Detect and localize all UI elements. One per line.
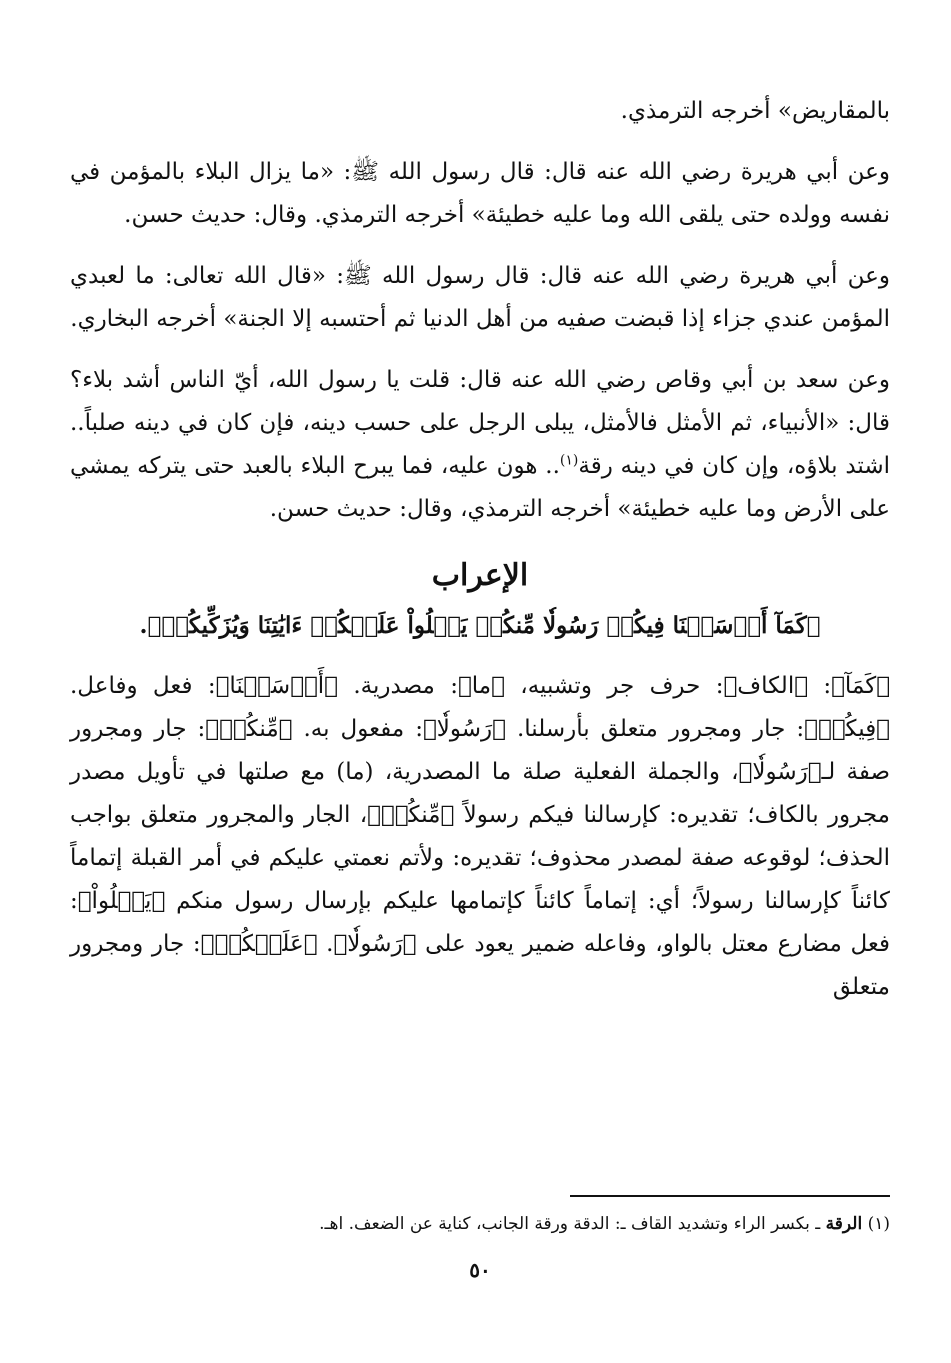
document-page [70, 90, 890, 1310]
quran-verse: ﴿كَمَآ أَرۡسَلۡنَا فِيكُمۡ رَسُولٗا مِّنكُمۡ يَتۡلُواْ عَلَيۡكُمۡ ءَايَٰتِنَا وَيُزَكِّيكُمۡ﴾. [139, 612, 821, 639]
grammar-analysis-text: ﴿كَمَآ﴾: ﴿الكاف﴾: حرف جر وتشبيه، ﴿ما﴾: مصدرية. ﴿أَرۡسَلۡنَا﴾: فعل وفاعل. ﴿فِيكُمۡ﴾: جار ومجرور متعلق بأرسلنا. ﴿رَسُولٗا﴾: مفعول به. ﴿مِّنكُمۡ﴾: جار ومجرور صفة لـ﴿رَسُولٗا﴾، والجملة الفعلية صلة ما المصدرية، (ما) مع صلتها في تأويل مصدر مجرور بالكاف؛ تقديره: كإرسالنا فيكم رسولاً ﴿مِّنكُمۡ﴾، الجار والمجرور متعلق بواجب الحذف؛ لوقوعه صفة لمصدر محذوف؛ تقديره: ولأتم نعمتي عليكم في أمر القبلة إتماماً كائناً كإرسالنا رسولاً؛ أي: إتماماً كائناً كإتمامها عليكم بإرسال رسول منكم ﴿يَتۡلُواْ﴾: فعل مضارع معتل بالواو، وفاعله ضمير يعود على ﴿رَسُولٗا﴾. ﴿عَلَيۡكُمۡ﴾: جار ومجرور متعلق [70, 673, 890, 1000]
footnote-term: الرقة [825, 1214, 863, 1234]
paragraph-hadith-sad [70, 359, 890, 531]
footnote-marker: (١) [867, 1214, 890, 1234]
paragraph-continuation: بالمقاريض» أخرجه الترمذي. [620, 98, 890, 124]
footnote-reference[interactable]: (١) [559, 452, 579, 469]
hadith-sad-text-part-1: وعن سعد بن أبي وقاص رضي الله عنه قال: قلت يا رسول الله، أيّ الناس أشد بلاء؟ قال: «الأنبياء، ثم الأمثل فالأمثل، يبلى الرجل على حسب دينه، فإن كان في دينه صلباً.. اشتد بلاؤه، وإن كان في دينه رقة [70, 367, 890, 479]
paragraph-hadith-abu-hurayra-2: وعن أبي هريرة رضي الله عنه قال: قال رسول الله ﷺ: «قال الله تعالى: ما لعبدي المؤمن عندي جزاء إذا قبضت صفيه من أهل الدنيا ثم أحتسبه إلا الجنة» أخرجه البخاري. [70, 263, 890, 332]
footnote-divider [570, 1195, 890, 1197]
paragraph-hadith-abu-hurayra-1: وعن أبي هريرة رضي الله عنه قال: قال رسول الله ﷺ: «ما يزال البلاء بالمؤمن في نفسه وولده حتى يلقى الله وما عليه خطيئة» أخرجه الترمذي. وقال: حديث حسن. [70, 159, 890, 228]
section-title: الإعراب [431, 558, 529, 593]
footnote [70, 1210, 890, 1238]
footnote-text: ـ بكسر الراء وتشديد القاف ـ: الدقة ورقة الجانب، كناية عن الضعف. اهـ. [319, 1214, 826, 1234]
page-number: ٥٠ [469, 1258, 491, 1282]
hadith-sad-text-part-2: .. هون عليه، فما يبرح البلاء بالعبد حتى يتركه يمشي على الأرض وما عليه خطيئة» أخرجه الترمذي، وقال: حديث حسن. [70, 453, 890, 522]
